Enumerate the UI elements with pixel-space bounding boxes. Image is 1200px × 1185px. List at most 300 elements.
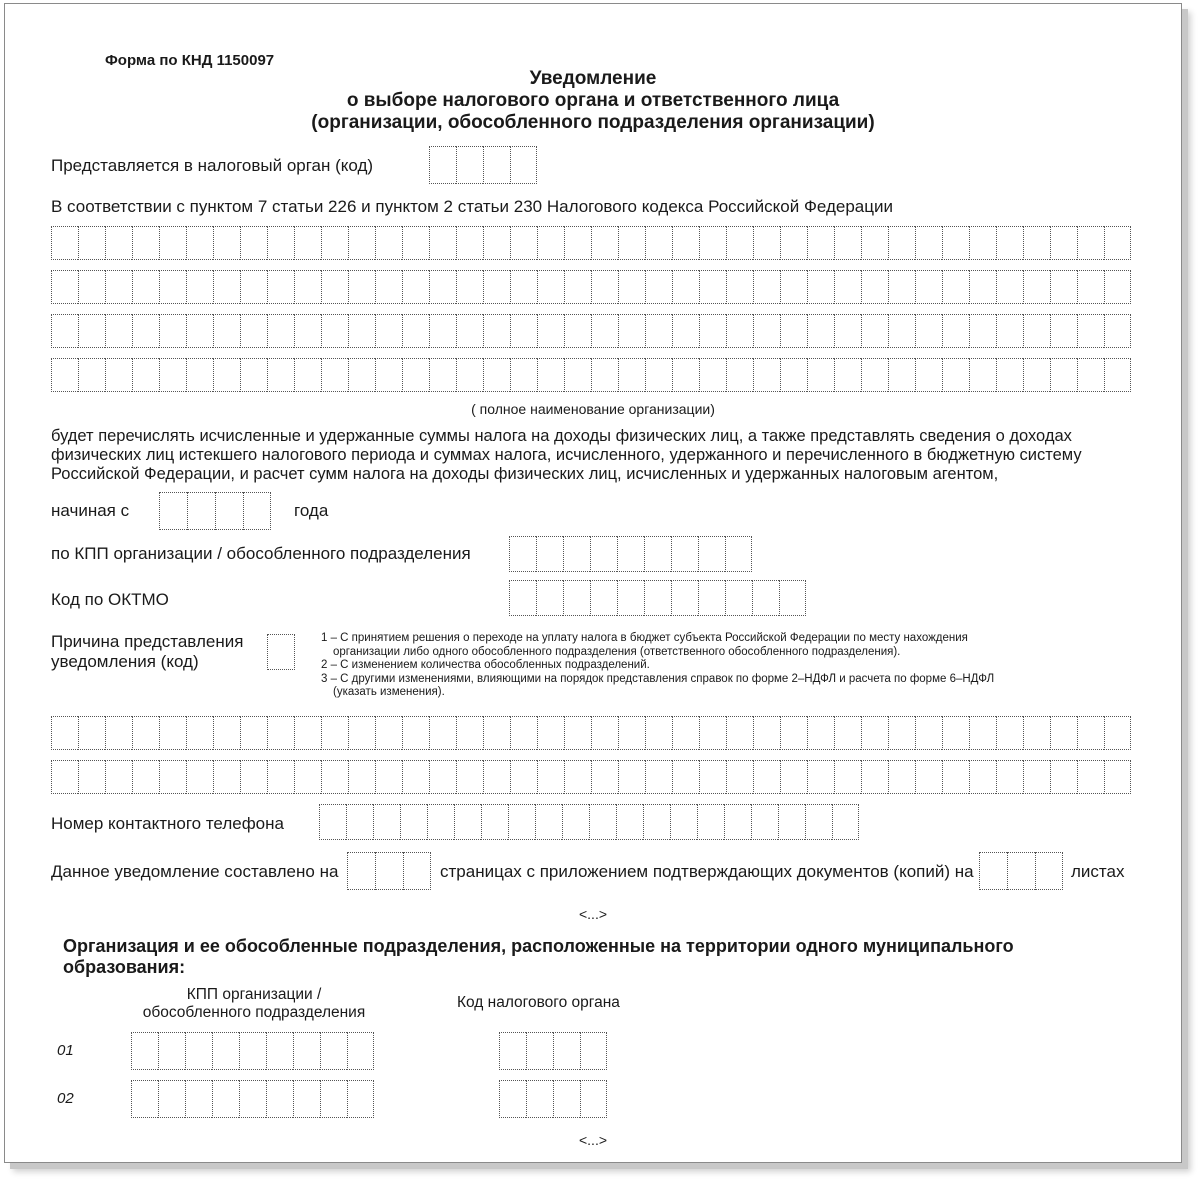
- pages-prefix: Данное уведомление составлено на: [51, 862, 339, 881]
- grid-cell[interactable]: [159, 226, 186, 260]
- grid-cell[interactable]: [456, 270, 483, 304]
- grid-cell[interactable]: [375, 270, 402, 304]
- grid-cell[interactable]: [483, 716, 510, 750]
- grid-cell[interactable]: [564, 358, 591, 392]
- grid-cell[interactable]: [942, 760, 969, 794]
- grid-cell[interactable]: [456, 760, 483, 794]
- grid-cell[interactable]: [888, 270, 915, 304]
- grid-cell[interactable]: [51, 314, 78, 348]
- grid-cell[interactable]: [132, 760, 159, 794]
- grid-cell[interactable]: [348, 314, 375, 348]
- grid-cell[interactable]: [618, 716, 645, 750]
- row-tax-office-cells[interactable]: [499, 1080, 607, 1118]
- phone-cell[interactable]: [832, 804, 859, 840]
- grid-cell[interactable]: [591, 226, 618, 260]
- grid-cell[interactable]: [510, 716, 537, 750]
- grid-cell[interactable]: [726, 358, 753, 392]
- grid-cell[interactable]: [240, 716, 267, 750]
- grid-cell[interactable]: [834, 270, 861, 304]
- grid-cell[interactable]: [483, 314, 510, 348]
- grid-cell[interactable]: [915, 226, 942, 260]
- org-name-grid[interactable]: [51, 226, 1131, 402]
- grid-cell[interactable]: [159, 314, 186, 348]
- phone-cell[interactable]: [589, 804, 616, 840]
- page-title: [5, 68, 1181, 134]
- grid-cell[interactable]: [564, 760, 591, 794]
- grid-cell[interactable]: [510, 358, 537, 392]
- grid-cell[interactable]: [645, 314, 672, 348]
- kpp-cells[interactable]: [509, 536, 752, 572]
- grid-cell[interactable]: [942, 716, 969, 750]
- grid-cell[interactable]: [915, 358, 942, 392]
- grid-cell[interactable]: [672, 358, 699, 392]
- grid-cell[interactable]: [834, 716, 861, 750]
- phone-cell[interactable]: [751, 804, 778, 840]
- grid-cell[interactable]: [699, 270, 726, 304]
- grid-cell[interactable]: [240, 760, 267, 794]
- grid-cell[interactable]: [105, 270, 132, 304]
- grid-cell[interactable]: [861, 358, 888, 392]
- grid-cell[interactable]: [672, 226, 699, 260]
- col-kpp-line-1: КПП организации /: [186, 986, 322, 1003]
- grid-cell[interactable]: [159, 358, 186, 392]
- grid-cell[interactable]: [294, 226, 321, 260]
- grid-cell[interactable]: [510, 760, 537, 794]
- reason-option-3: 3 – С другими изменениями, влияющими на порядок представления справок по форме 2–НДФЛ и расчета по форме 6–НДФЛ: [321, 672, 995, 685]
- grid-cell[interactable]: [645, 226, 672, 260]
- grid-cell[interactable]: [591, 760, 618, 794]
- grid-cell[interactable]: [807, 716, 834, 750]
- grid-cell[interactable]: [591, 314, 618, 348]
- grid-cell[interactable]: [456, 226, 483, 260]
- grid-cell[interactable]: [348, 270, 375, 304]
- grid-cell[interactable]: [726, 270, 753, 304]
- grid-cell[interactable]: [105, 760, 132, 794]
- grid-cell[interactable]: [267, 716, 294, 750]
- grid-cell[interactable]: [213, 716, 240, 750]
- grid-cell[interactable]: [915, 760, 942, 794]
- grid-cell[interactable]: [483, 358, 510, 392]
- grid-cell[interactable]: [1077, 270, 1104, 304]
- grid-cell[interactable]: [861, 314, 888, 348]
- grid-cell[interactable]: [645, 270, 672, 304]
- grid-row[interactable]: [51, 716, 1131, 750]
- grid-cell[interactable]: [861, 226, 888, 260]
- grid-cell[interactable]: [483, 760, 510, 794]
- grid-cell[interactable]: [159, 760, 186, 794]
- grid-cell[interactable]: [1023, 716, 1050, 750]
- grid-cell[interactable]: [807, 358, 834, 392]
- grid-cell[interactable]: [402, 716, 429, 750]
- grid-cell[interactable]: [618, 270, 645, 304]
- grid-cell[interactable]: [402, 760, 429, 794]
- phone-cell[interactable]: [400, 804, 427, 840]
- grid-cell[interactable]: [537, 760, 564, 794]
- grid-cell[interactable]: [321, 226, 348, 260]
- grid-cell[interactable]: [294, 314, 321, 348]
- grid-cell[interactable]: [213, 358, 240, 392]
- grid-cell[interactable]: [861, 270, 888, 304]
- phone-cells[interactable]: [319, 804, 859, 840]
- phone-cell[interactable]: [454, 804, 481, 840]
- paragraph-line-1: будет перечислять исчисленные и удержанные суммы налога на доходы физических лиц, а также представлять сведения о доходах: [51, 427, 1072, 445]
- oktmo-label: Код по ОКТМО: [51, 590, 169, 609]
- reason-label-line-2: уведомления (код): [51, 652, 199, 671]
- grid-cell[interactable]: [78, 358, 105, 392]
- grid-cell[interactable]: [996, 314, 1023, 348]
- title-line-1: Уведомление: [529, 68, 657, 89]
- grid-cell[interactable]: [105, 358, 132, 392]
- grid-cell[interactable]: [969, 716, 996, 750]
- grid-cell[interactable]: [429, 358, 456, 392]
- grid-cell[interactable]: [564, 270, 591, 304]
- grid-cell[interactable]: [726, 716, 753, 750]
- grid-cell[interactable]: [672, 270, 699, 304]
- org-name-caption: ( полное наименование организации): [471, 401, 715, 417]
- grid-cell[interactable]: [699, 760, 726, 794]
- grid-cell[interactable]: [429, 760, 456, 794]
- grid-cell[interactable]: [996, 270, 1023, 304]
- grid-cell[interactable]: [321, 314, 348, 348]
- grid-cell[interactable]: [321, 358, 348, 392]
- grid-cell[interactable]: [915, 314, 942, 348]
- sheets-count-cells[interactable]: [979, 852, 1063, 890]
- grid-cell[interactable]: [375, 716, 402, 750]
- grid-cell[interactable]: [780, 314, 807, 348]
- grid-cell[interactable]: [159, 716, 186, 750]
- grid-cell[interactable]: [132, 270, 159, 304]
- phone-cell[interactable]: [508, 804, 535, 840]
- grid-cell[interactable]: [996, 358, 1023, 392]
- phone-cell[interactable]: [697, 804, 724, 840]
- grid-cell[interactable]: [402, 270, 429, 304]
- grid-cell[interactable]: [51, 270, 78, 304]
- grid-cell[interactable]: [1050, 314, 1077, 348]
- grid-cell[interactable]: [78, 314, 105, 348]
- grid-cell[interactable]: [105, 226, 132, 260]
- grid-cell[interactable]: [456, 716, 483, 750]
- grid-cell[interactable]: [1023, 760, 1050, 794]
- phone-cell[interactable]: [427, 804, 454, 840]
- grid-cell[interactable]: [591, 358, 618, 392]
- grid-cell[interactable]: [780, 716, 807, 750]
- grid-cell[interactable]: [1050, 226, 1077, 260]
- grid-cell[interactable]: [969, 226, 996, 260]
- grid-cell[interactable]: [240, 314, 267, 348]
- grid-cell[interactable]: [456, 358, 483, 392]
- grid-cell[interactable]: [807, 314, 834, 348]
- grid-cell[interactable]: [780, 760, 807, 794]
- grid-cell[interactable]: [267, 314, 294, 348]
- grid-cell[interactable]: [888, 358, 915, 392]
- reason-code-cell[interactable]: [267, 634, 295, 670]
- reason-option-1-cont: организации либо одного обособленного подразделения (ответственного обособленного подразделения).: [333, 645, 901, 658]
- section-heading-line-2: образования:: [63, 957, 186, 977]
- grid-cell[interactable]: [618, 314, 645, 348]
- grid-cell[interactable]: [645, 760, 672, 794]
- grid-cell[interactable]: [834, 358, 861, 392]
- grid-cell[interactable]: [294, 270, 321, 304]
- phone-cell[interactable]: [481, 804, 508, 840]
- grid-cell[interactable]: [564, 226, 591, 260]
- grid-cell[interactable]: [996, 760, 1023, 794]
- grid-cell[interactable]: [510, 226, 537, 260]
- grid-cell[interactable]: [213, 226, 240, 260]
- grid-cell[interactable]: [159, 270, 186, 304]
- grid-cell[interactable]: [375, 760, 402, 794]
- grid-cell[interactable]: [1077, 716, 1104, 750]
- paragraph-line-2: физических лиц истекшего налогового периода и суммах налога, исчисленного, удержанного и перечисленного в бюджетную систему: [51, 446, 1082, 464]
- grid-cell[interactable]: [78, 716, 105, 750]
- grid-cell[interactable]: [1104, 760, 1131, 794]
- grid-cell[interactable]: [294, 358, 321, 392]
- grid-cell[interactable]: [294, 716, 321, 750]
- oktmo-cells[interactable]: [509, 580, 806, 616]
- grid-cell[interactable]: [996, 226, 1023, 260]
- grid-cell[interactable]: [699, 226, 726, 260]
- grid-cell[interactable]: [105, 716, 132, 750]
- grid-cell[interactable]: [51, 358, 78, 392]
- grid-cell[interactable]: [618, 226, 645, 260]
- grid-cell[interactable]: [267, 270, 294, 304]
- start-year-cells[interactable]: [159, 492, 271, 530]
- grid-cell[interactable]: [699, 314, 726, 348]
- grid-cell[interactable]: [348, 226, 375, 260]
- grid-cell[interactable]: [429, 716, 456, 750]
- grid-cell[interactable]: [429, 270, 456, 304]
- tax-office-code-cells[interactable]: [429, 146, 537, 184]
- phone-cell[interactable]: [319, 804, 346, 840]
- grid-cell[interactable]: [321, 270, 348, 304]
- grid-cell[interactable]: [780, 226, 807, 260]
- grid-cell[interactable]: [672, 760, 699, 794]
- grid-cell[interactable]: [699, 716, 726, 750]
- grid-cell[interactable]: [807, 760, 834, 794]
- grid-cell[interactable]: [888, 716, 915, 750]
- grid-cell[interactable]: [267, 358, 294, 392]
- grid-cell[interactable]: [78, 760, 105, 794]
- phone-cell[interactable]: [535, 804, 562, 840]
- grid-cell[interactable]: [267, 760, 294, 794]
- grid-cell[interactable]: [969, 358, 996, 392]
- phone-cell[interactable]: [724, 804, 751, 840]
- grid-cell[interactable]: [753, 226, 780, 260]
- grid-cell[interactable]: [537, 314, 564, 348]
- grid-cell[interactable]: [591, 270, 618, 304]
- grid-cell[interactable]: [1050, 358, 1077, 392]
- grid-cell[interactable]: [672, 716, 699, 750]
- grid-cell[interactable]: [132, 314, 159, 348]
- grid-cell[interactable]: [375, 314, 402, 348]
- grid-cell[interactable]: [834, 226, 861, 260]
- grid-cell[interactable]: [888, 760, 915, 794]
- grid-cell[interactable]: [51, 226, 78, 260]
- start-year-prefix: начиная с: [51, 501, 130, 520]
- grid-cell[interactable]: [1077, 358, 1104, 392]
- grid-cell[interactable]: [645, 358, 672, 392]
- grid-cell[interactable]: [1104, 226, 1131, 260]
- phone-cell[interactable]: [373, 804, 400, 840]
- grid-cell[interactable]: [78, 226, 105, 260]
- grid-cell[interactable]: [699, 358, 726, 392]
- changes-grid[interactable]: [51, 716, 1131, 804]
- grid-cell[interactable]: [375, 358, 402, 392]
- grid-cell[interactable]: [753, 314, 780, 348]
- grid-cell[interactable]: [537, 226, 564, 260]
- grid-cell[interactable]: [1104, 358, 1131, 392]
- row-kpp-cells[interactable]: [131, 1032, 374, 1070]
- grid-cell[interactable]: [429, 226, 456, 260]
- phone-cell[interactable]: [346, 804, 373, 840]
- grid-cell[interactable]: [969, 760, 996, 794]
- section-heading-line-1: Организация и ее обособленные подразделения, расположенные на территории одного муниципального: [63, 936, 1014, 956]
- grid-cell[interactable]: [483, 270, 510, 304]
- grid-cell[interactable]: [348, 358, 375, 392]
- grid-cell[interactable]: [213, 760, 240, 794]
- row-number: 01: [57, 1042, 74, 1059]
- grid-cell[interactable]: [618, 760, 645, 794]
- grid-cell[interactable]: [807, 226, 834, 260]
- grid-cell[interactable]: [618, 358, 645, 392]
- grid-cell[interactable]: [780, 358, 807, 392]
- grid-cell[interactable]: [1104, 270, 1131, 304]
- grid-cell[interactable]: [402, 314, 429, 348]
- grid-cell[interactable]: [348, 716, 375, 750]
- grid-cell[interactable]: [1023, 358, 1050, 392]
- grid-cell[interactable]: [186, 760, 213, 794]
- grid-cell[interactable]: [780, 270, 807, 304]
- grid-cell[interactable]: [321, 760, 348, 794]
- grid-cell[interactable]: [240, 226, 267, 260]
- grid-cell[interactable]: [942, 226, 969, 260]
- grid-cell[interactable]: [915, 270, 942, 304]
- grid-cell[interactable]: [996, 716, 1023, 750]
- phone-cell[interactable]: [778, 804, 805, 840]
- grid-cell[interactable]: [969, 314, 996, 348]
- grid-cell[interactable]: [402, 226, 429, 260]
- grid-cell[interactable]: [294, 760, 321, 794]
- grid-row[interactable]: [51, 270, 1131, 304]
- grid-cell[interactable]: [321, 716, 348, 750]
- grid-cell[interactable]: [753, 760, 780, 794]
- grid-cell[interactable]: [915, 716, 942, 750]
- grid-row[interactable]: [51, 358, 1131, 392]
- reason-label: [51, 632, 243, 672]
- grid-cell[interactable]: [1077, 314, 1104, 348]
- grid-cell[interactable]: [186, 314, 213, 348]
- grid-cell[interactable]: [1050, 716, 1077, 750]
- grid-cell[interactable]: [807, 270, 834, 304]
- grid-cell[interactable]: [645, 716, 672, 750]
- grid-cell[interactable]: [51, 716, 78, 750]
- grid-cell[interactable]: [1023, 270, 1050, 304]
- grid-cell[interactable]: [186, 270, 213, 304]
- row-tax-office-cells[interactable]: [499, 1032, 607, 1070]
- grid-cell[interactable]: [753, 270, 780, 304]
- grid-cell[interactable]: [1050, 270, 1077, 304]
- grid-cell[interactable]: [1077, 226, 1104, 260]
- grid-cell[interactable]: [726, 226, 753, 260]
- grid-cell[interactable]: [888, 226, 915, 260]
- grid-cell[interactable]: [1077, 760, 1104, 794]
- grid-cell[interactable]: [186, 358, 213, 392]
- grid-cell[interactable]: [537, 716, 564, 750]
- grid-cell[interactable]: [213, 314, 240, 348]
- pages-count-cells[interactable]: [347, 852, 431, 890]
- grid-cell[interactable]: [834, 760, 861, 794]
- grid-cell[interactable]: [213, 270, 240, 304]
- grid-cell[interactable]: [51, 760, 78, 794]
- grid-cell[interactable]: [186, 226, 213, 260]
- grid-cell[interactable]: [537, 358, 564, 392]
- grid-cell[interactable]: [348, 760, 375, 794]
- phone-cell[interactable]: [805, 804, 832, 840]
- grid-cell[interactable]: [1104, 716, 1131, 750]
- grid-cell[interactable]: [375, 226, 402, 260]
- pages-middle: страницах с приложением подтверждающих документов (копий) на: [440, 862, 974, 881]
- grid-cell[interactable]: [1023, 226, 1050, 260]
- grid-cell[interactable]: [483, 226, 510, 260]
- grid-cell[interactable]: [510, 270, 537, 304]
- grid-row[interactable]: [51, 314, 1131, 348]
- grid-cell[interactable]: [861, 716, 888, 750]
- phone-cell[interactable]: [643, 804, 670, 840]
- grid-cell[interactable]: [753, 358, 780, 392]
- grid-cell[interactable]: [672, 314, 699, 348]
- row-kpp-cells[interactable]: [131, 1080, 374, 1118]
- grid-cell[interactable]: [240, 358, 267, 392]
- grid-cell[interactable]: [132, 226, 159, 260]
- phone-cell[interactable]: [670, 804, 697, 840]
- grid-cell[interactable]: [78, 270, 105, 304]
- grid-cell[interactable]: [132, 716, 159, 750]
- grid-cell[interactable]: [591, 716, 618, 750]
- grid-cell[interactable]: [240, 270, 267, 304]
- grid-cell[interactable]: [942, 270, 969, 304]
- grid-cell[interactable]: [429, 314, 456, 348]
- grid-cell[interactable]: [402, 358, 429, 392]
- grid-cell[interactable]: [564, 314, 591, 348]
- grid-cell[interactable]: [726, 314, 753, 348]
- phone-cell[interactable]: [562, 804, 589, 840]
- grid-cell[interactable]: [834, 314, 861, 348]
- section-heading: [63, 936, 1123, 978]
- grid-row[interactable]: [51, 226, 1131, 260]
- grid-cell[interactable]: [564, 716, 591, 750]
- grid-cell[interactable]: [1104, 314, 1131, 348]
- grid-cell[interactable]: [537, 270, 564, 304]
- grid-cell[interactable]: [1050, 760, 1077, 794]
- grid-cell[interactable]: [888, 314, 915, 348]
- grid-cell[interactable]: [510, 314, 537, 348]
- grid-cell[interactable]: [969, 270, 996, 304]
- grid-cell[interactable]: [726, 760, 753, 794]
- grid-cell[interactable]: [1023, 314, 1050, 348]
- phone-cell[interactable]: [616, 804, 643, 840]
- grid-cell[interactable]: [186, 716, 213, 750]
- col-tax-office-header: Код налогового органа: [457, 994, 620, 1011]
- grid-cell[interactable]: [267, 226, 294, 260]
- form-sheet: [4, 3, 1182, 1163]
- grid-cell[interactable]: [456, 314, 483, 348]
- grid-cell[interactable]: [132, 358, 159, 392]
- grid-row[interactable]: [51, 760, 1131, 794]
- grid-cell[interactable]: [942, 314, 969, 348]
- grid-cell[interactable]: [861, 760, 888, 794]
- grid-cell[interactable]: [942, 358, 969, 392]
- grid-cell[interactable]: [753, 716, 780, 750]
- grid-cell[interactable]: [105, 314, 132, 348]
